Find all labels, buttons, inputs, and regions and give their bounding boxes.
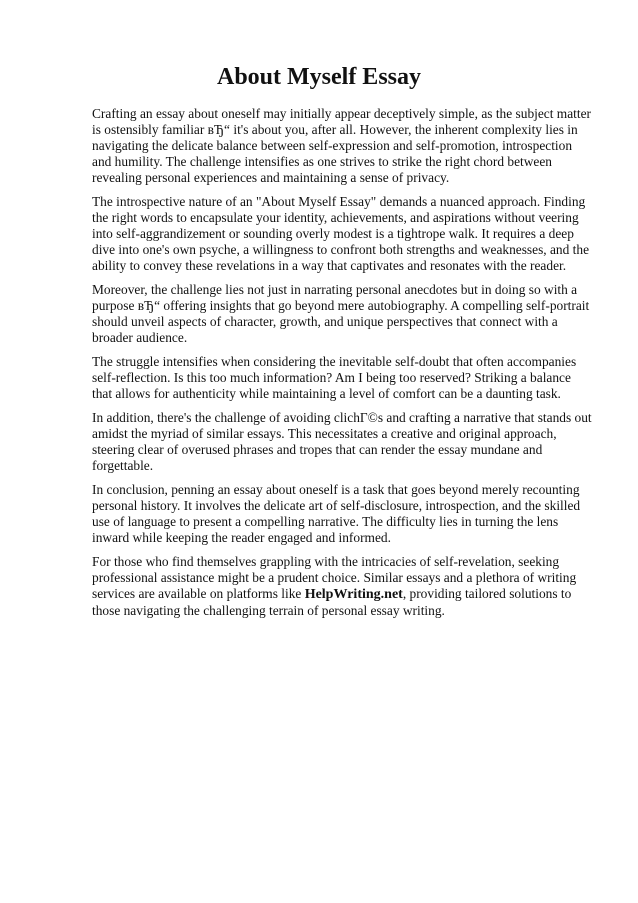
helpwriting-link[interactable]: HelpWriting.net [304, 587, 403, 602]
paragraph-2: The introspective nature of an "About Myself Essay" demands a nuanced approach. Finding the right words to encapsulate your identity, achievements, and aspirations without veering into self-aggrandizement or sounding overly modest is a tightrope walk. It requires a deep dive into one's own psyche, a willingness to confront both strengths and weaknesses, and the ability to convey these revelations in a way that captivates and resonates with the reader. [92, 194, 590, 273]
paragraph-6: In conclusion, penning an essay about oneself is a task that goes beyond merely recounting personal history. It involves the delicate art of self-disclosure, introspection, and the skilled use of language to present a compelling narrative. The difficulty lies in turning the lens inward while keeping the reader engaged and informed. [92, 482, 581, 545]
paragraph-7-text-before: For those who find themselves grappling with the intricacies of self-revelation, seeking professional assistance might be a prudent choice. Similar essays and a plethora of writing services are available on platforms like [92, 554, 577, 601]
paragraph-7-text-after: , providing tailored solutions to those navigating the challenging terrain of personal essay writing. [92, 586, 572, 618]
page-title: About Myself Essay [216, 64, 421, 90]
essay-body [92, 106, 594, 627]
paragraph-3: Moreover, the challenge lies not just in narrating personal anecdotes but in doing so with a purpose вЂ“ offering insights that go beyond mere autobiography. A compelling self-portrait should unveil aspects of character, growth, and unique perspectives that connect with a broader audience. [92, 282, 590, 345]
paragraph-5: In addition, there's the challenge of avoiding clichГ©s and crafting a narrative that stands out amidst the myriad of similar essays. This necessitates a creative and original approach, steering clear of overused phrases and tropes that can render the essay mundane and forgettable. [92, 410, 592, 473]
paragraph-7 [92, 554, 594, 619]
paragraph-1: Crafting an essay about oneself may initially appear deceptively simple, as the subject matter is ostensibly familiar вЂ“ it's about you, after all. However, the inherent complexity lies in navigating the delicate balance between self-expression and self-promotion, introspection and humility. The challenge intensifies as one strives to strike the right chord between revealing personal experiences and maintaining a sense of privacy. [92, 106, 592, 185]
paragraph-4: The struggle intensifies when considering the inevitable self-doubt that often accompanies self-reflection. Is this too much information? Am I being too reserved? Striking a balance that allows for authenticity while maintaining a level of comfort can be a daunting task. [92, 354, 577, 401]
